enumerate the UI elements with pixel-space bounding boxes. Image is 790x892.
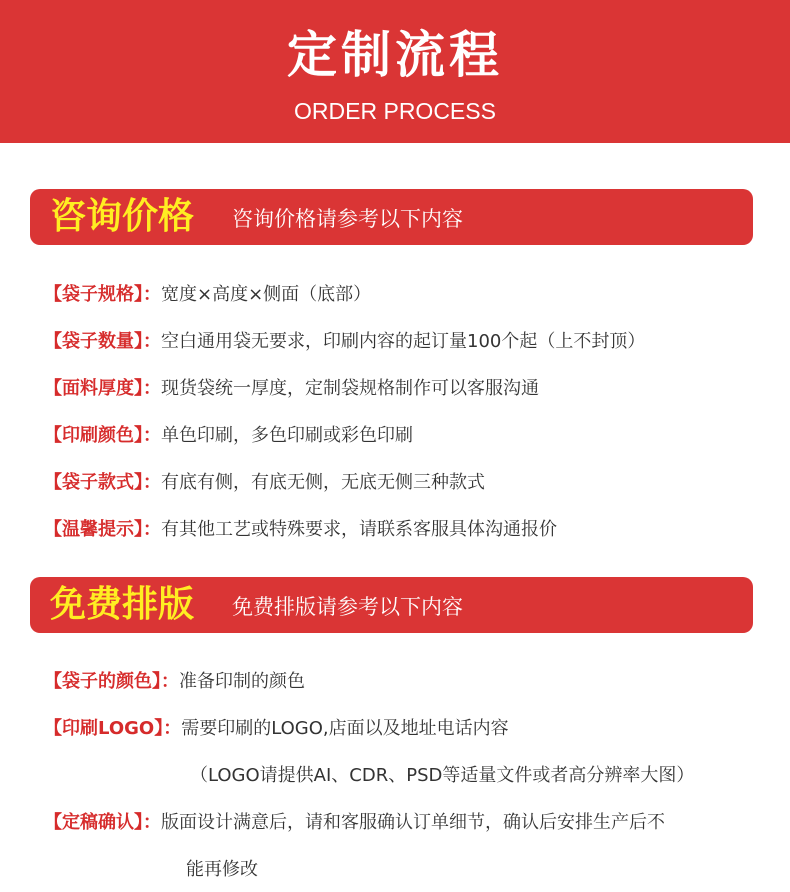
item-key: 【袋子的颜色】：	[44, 671, 179, 692]
item-value: 版面设计满意后，请和客服确认订单细节，确认后安排生产后不	[161, 812, 665, 833]
item-key: 【温馨提示】：	[44, 519, 161, 540]
item-value: 单色印刷，多色印刷或彩色印刷	[161, 425, 413, 446]
list-item-bag-style	[44, 467, 485, 499]
item-key: 【面料厚度】：	[44, 378, 161, 399]
section-title: 免费排版	[50, 584, 195, 625]
list-item-bag-color	[44, 666, 305, 698]
list-item-tips	[44, 514, 557, 546]
section-subtitle: 咨询价格请参考以下内容	[232, 207, 463, 231]
item-value: 宽度×高度×侧面（底部）	[161, 284, 372, 305]
list-item-bag-quantity	[44, 326, 645, 358]
list-item-print-color	[44, 420, 413, 452]
item-value: 有其他工艺或特殊要求，请联系客服具体沟通报价	[161, 519, 557, 540]
page-title: 定制流程	[287, 26, 503, 84]
item-value: 需要印刷的LOGO,店面以及地址电话内容	[181, 718, 509, 739]
item-key: 【定稿确认】：	[44, 812, 161, 833]
section-title: 咨询价格	[50, 196, 195, 237]
item-value: 空白通用袋无要求，印刷内容的起订量100个起（上不封顶）	[161, 331, 646, 352]
item-key: 【印刷颜色】：	[44, 425, 161, 446]
item-key: 【袋子款式】：	[44, 472, 161, 493]
page-subtitle: ORDER PROCESS	[294, 98, 496, 124]
list-item-final-confirm	[44, 807, 665, 839]
item-key: 【袋子数量】：	[44, 331, 161, 352]
item-key: 【印刷LOGO】：	[44, 718, 182, 739]
header-banner	[0, 0, 790, 143]
list-item-bag-size	[44, 279, 371, 311]
item-key: 【袋子规格】：	[44, 284, 161, 305]
section-free-layout-banner	[30, 577, 753, 633]
list-item-print-logo	[44, 713, 509, 745]
logo-file-note: （LOGO请提供AI、CDR、PSD等适量文件或者高分辨率大图）	[190, 765, 695, 786]
section-subtitle: 免费排版请参考以下内容	[232, 595, 463, 619]
item-value: 现货袋统一厚度，定制袋规格制作可以客服沟通	[161, 378, 539, 399]
item-value: 有底有侧，有底无侧，无底无侧三种款式	[161, 472, 485, 493]
list-item-fabric-thickness	[44, 373, 539, 405]
item-value: 准备印制的颜色	[179, 671, 305, 692]
section-price-inquiry-banner	[30, 189, 753, 245]
final-confirm-continuation: 能再修改	[186, 859, 258, 880]
